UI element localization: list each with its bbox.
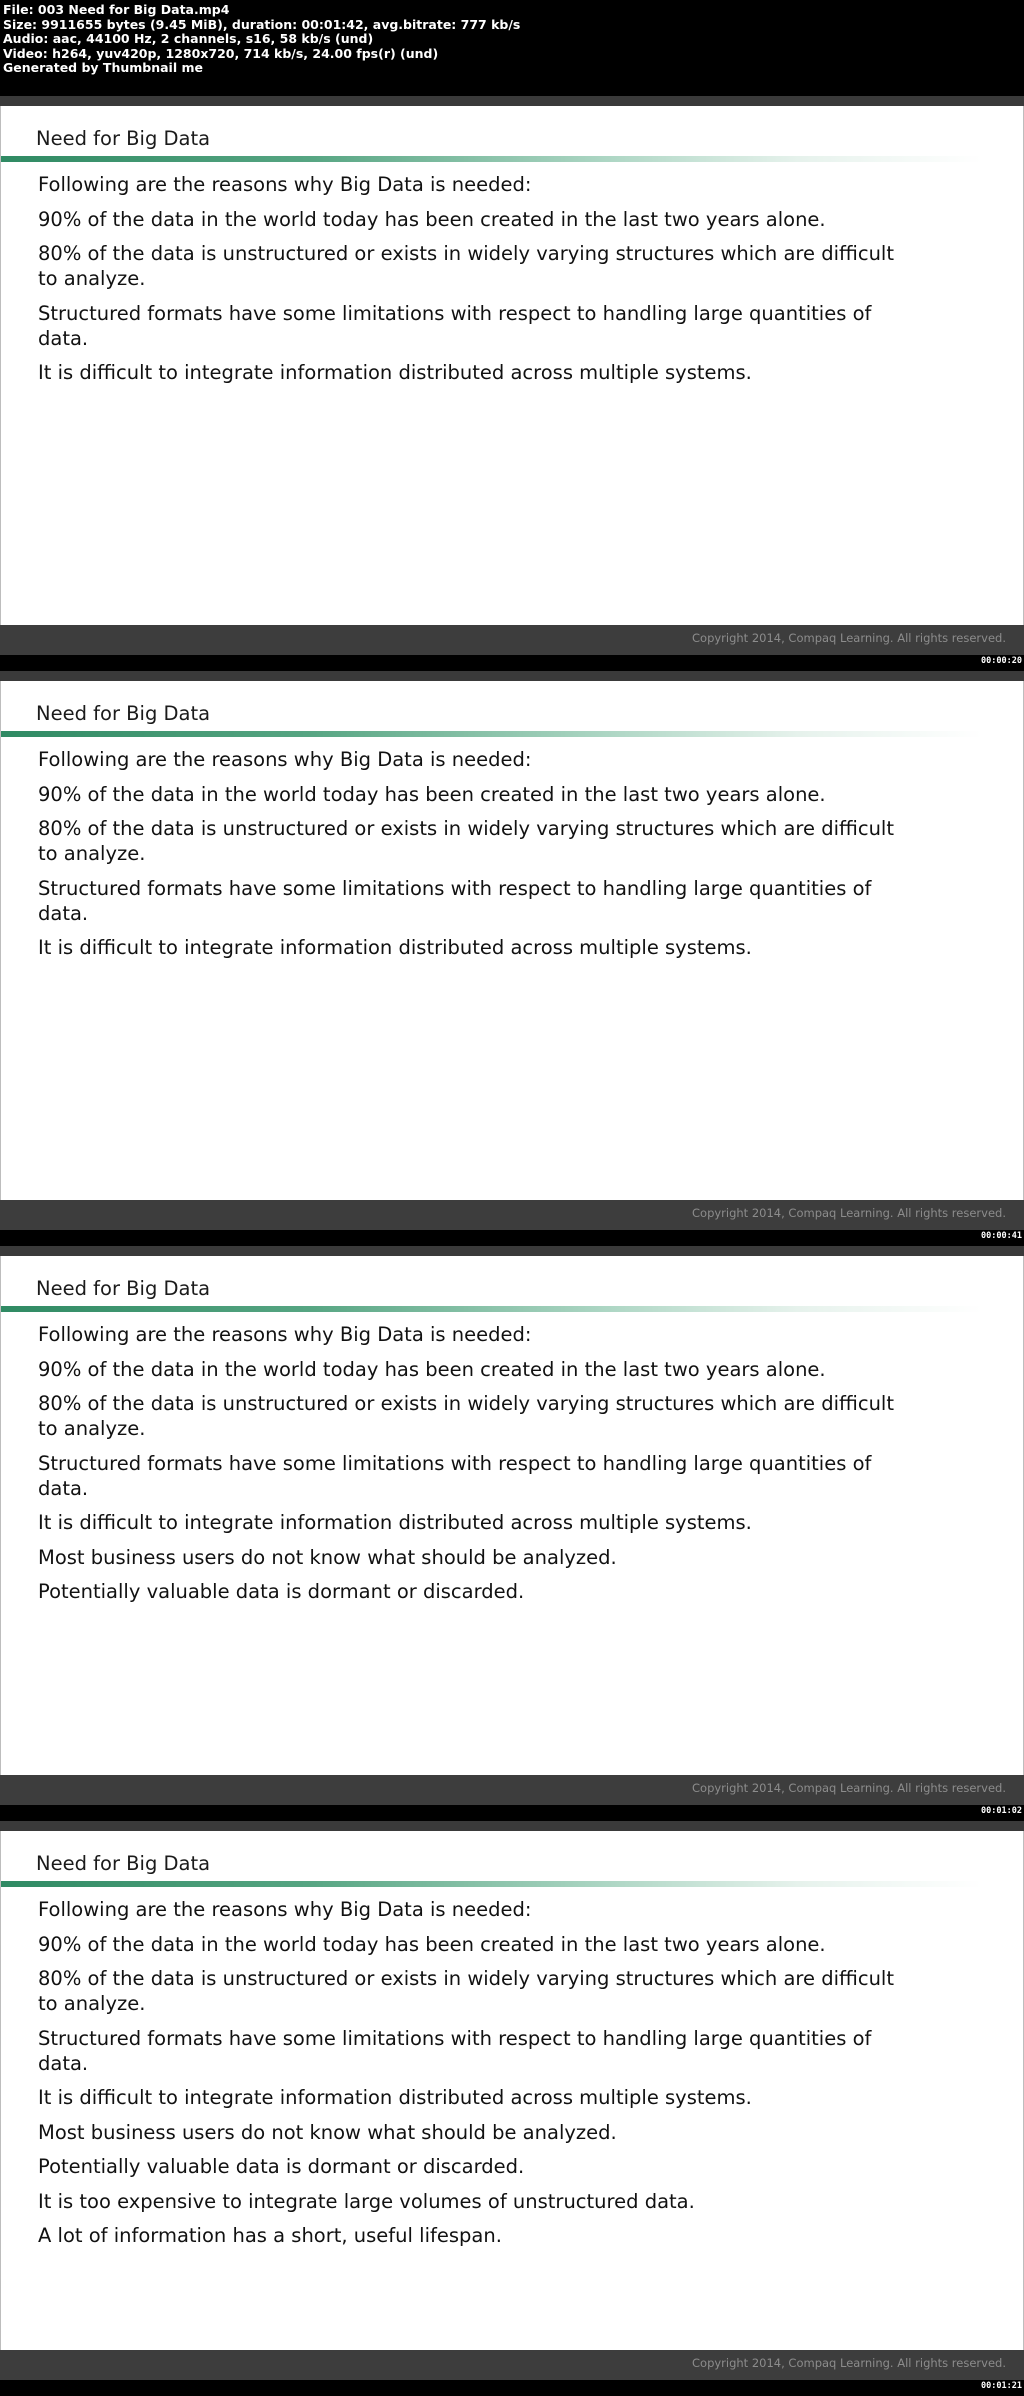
slide-body (0, 1831, 1024, 2350)
title-underline (1, 731, 1023, 737)
bullet-item: Most business users do not know what should be analyzed. (38, 2120, 617, 2144)
slide-title: Need for Big Data (36, 127, 211, 150)
file-info-header (0, 0, 1024, 96)
bullet-item: Structured formats have some limitations with respect to handling large quantities of data. (38, 2026, 872, 2075)
bullet-list (38, 1897, 898, 2258)
video-frame-3 (0, 1246, 1024, 1821)
bullet-item: 90% of the data in the world today has been created in the last two years alone. (38, 207, 826, 231)
bullet-item: Structured formats have some limitations with respect to handling large quantities of data. (38, 301, 872, 350)
bullet-item: Following are the reasons why Big Data is needed: (38, 173, 532, 196)
bullet-item: It is too expensive to integrate large volumes of unstructured data. (38, 2189, 695, 2213)
bullet-item: Following are the reasons why Big Data is needed: (38, 1898, 532, 1921)
bullet-item: Potentially valuable data is dormant or discarded. (38, 2155, 525, 2178)
copyright-text: Copyright 2014, Compaq Learning. All rights reserved. (692, 1206, 1006, 1220)
slide-title: Need for Big Data (36, 702, 211, 725)
bullet-item: Potentially valuable data is dormant or discarded. (38, 1580, 525, 1603)
bullet-item: It is difficult to integrate information distributed across multiple systems. (38, 361, 752, 384)
title-underline (1, 1881, 1023, 1887)
file-size-line: Size: 9911655 bytes (9.45 MiB), duration: 00:01:42, avg.bitrate: 777 kb/s (3, 16, 521, 32)
bullet-item: It is difficult to integrate information distributed across multiple systems. (38, 2086, 752, 2109)
frame-timestamp: 00:00:20 (981, 656, 1022, 666)
slide (0, 1246, 1024, 1805)
bullet-item: 80% of the data is unstructured or exists in widely varying structures which are difficult to analyze. (38, 1392, 894, 1440)
video-frame-1 (0, 96, 1024, 671)
bullet-item: Following are the reasons why Big Data is needed: (38, 1323, 532, 1346)
bullet-item: Structured formats have some limitations with respect to handling large quantities of data. (38, 876, 872, 925)
video-frame-4 (0, 1821, 1024, 2396)
bullet-item: Structured formats have some limitations with respect to handling large quantities of data. (38, 1451, 872, 1500)
bullet-list (38, 172, 898, 395)
frame-timestamp: 00:01:02 (981, 1806, 1022, 1816)
slide-footer (0, 625, 1024, 655)
slide-top-band (0, 1246, 1024, 1256)
slide-footer (0, 2350, 1024, 2380)
audio-info-line: Audio: aac, 44100 Hz, 2 channels, s16, 58 kb/s (und) (3, 31, 374, 47)
copyright-text: Copyright 2014, Compaq Learning. All rights reserved. (692, 1781, 1006, 1795)
copyright-text: Copyright 2014, Compaq Learning. All rights reserved. (692, 2356, 1006, 2370)
slide-title: Need for Big Data (36, 1277, 211, 1300)
slide-top-band (0, 96, 1024, 106)
bullet-item: A lot of information has a short, useful lifespan. (38, 2224, 502, 2247)
copyright-text: Copyright 2014, Compaq Learning. All rights reserved. (692, 631, 1006, 645)
bullet-item: 90% of the data in the world today has been created in the last two years alone. (38, 1932, 826, 1956)
video-frame-2 (0, 671, 1024, 1246)
bullet-item: 80% of the data is unstructured or exists in widely varying structures which are difficult to analyze. (38, 242, 894, 290)
bullet-item: 90% of the data in the world today has been created in the last two years alone. (38, 782, 826, 806)
slide-top-band (0, 671, 1024, 681)
bullet-item: 80% of the data is unstructured or exists in widely varying structures which are difficult to analyze. (38, 817, 894, 865)
frame-timestamp: 00:00:41 (981, 1231, 1022, 1241)
slide-footer (0, 1200, 1024, 1230)
video-info-line: Video: h264, yuv420p, 1280x720, 714 kb/s, 24.00 fps(r) (und) (3, 45, 439, 61)
bullet-item: 80% of the data is unstructured or exists in widely varying structures which are difficult to analyze. (38, 1967, 894, 2015)
slide (0, 96, 1024, 655)
slide (0, 671, 1024, 1230)
title-underline (1, 156, 1023, 162)
file-name-line: File: 003 Need for Big Data.mp4 (3, 2, 230, 17)
slide-body (0, 1256, 1024, 1775)
slide-body (0, 681, 1024, 1200)
bullet-list (38, 747, 898, 970)
bullet-item: 90% of the data in the world today has been created in the last two years alone. (38, 1357, 826, 1381)
title-underline (1, 1306, 1023, 1312)
bullet-item: It is difficult to integrate information distributed across multiple systems. (38, 1511, 752, 1534)
slide-body (0, 106, 1024, 625)
generator-line: Generated by Thumbnail me (3, 60, 203, 76)
slide-title: Need for Big Data (36, 1852, 211, 1875)
slide (0, 1821, 1024, 2380)
slide-top-band (0, 1821, 1024, 1831)
frame-timestamp: 00:01:21 (981, 2381, 1022, 2391)
slide-footer (0, 1775, 1024, 1805)
bullet-list (38, 1322, 898, 1614)
bullet-item: It is difficult to integrate information distributed across multiple systems. (38, 936, 752, 959)
bullet-item: Most business users do not know what should be analyzed. (38, 1545, 617, 1569)
bullet-item: Following are the reasons why Big Data is needed: (38, 748, 532, 771)
